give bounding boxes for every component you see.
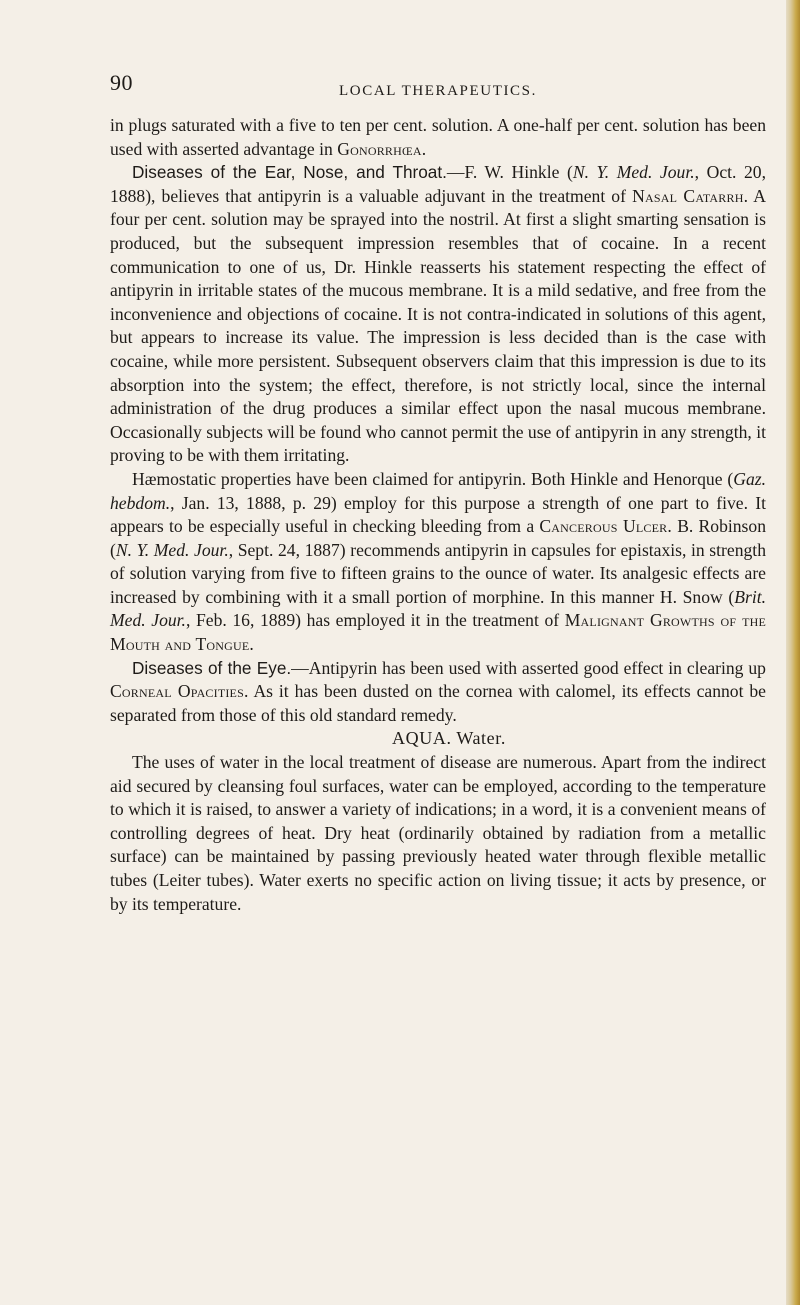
page-number: 90	[110, 70, 133, 95]
paragraph-ear-nose-throat	[110, 161, 766, 468]
text-run: , Oct. 20, 1888), believes that antipyrin is a valuable adjuvant in the treatment of	[110, 162, 766, 206]
paragraph-water: The uses of water in the local treatment of disease are numerous. Apart from the indirect aid secured by cleansing foul surfaces, water can be employed, according to the temperature to which it is raised, to answer a variety of indications; in a word, it is a convenient means of controlling degrees of heat. Dry heat (ordinarily obtained by radiation from a metallic surface) can be maintained by passing previously heated water through flexible metallic tubes (Leiter tubes). Water exerts no specific action on living tissue; it acts by presence, or by its temperature.	[110, 752, 766, 914]
text-run: —Antipyrin has been used with asserted good effect in clearing up	[291, 657, 766, 678]
subheading-eye: Diseases of the Eye.	[132, 657, 292, 678]
citation: N. Y. Med. Jour.	[572, 162, 695, 183]
paragraph-gonorrhoea-continuation	[110, 114, 766, 161]
small-caps-term: Corneal Opacities.	[110, 681, 249, 702]
page-body	[110, 114, 766, 916]
small-caps-term: Gonorrhœa.	[337, 138, 427, 159]
section-title-aqua: AQUA. Water.	[392, 728, 506, 749]
paragraph-haemostatic	[110, 468, 766, 657]
text-run: , Jan. 13, 1888, p. 29) employ for this purpose a strength of one part to five. It appears to be especially useful in checking bleeding from a	[110, 492, 766, 537]
text-run: Hæmostatic properties have been claimed for antipyrin. Both Hinkle and Henorque (	[132, 468, 734, 489]
text-run: , Feb. 16, 1889) has employed it in the treatment of	[185, 610, 565, 631]
text-run: As it has been dusted on the cornea with calomel, its effects cannot be separated from those of this old standard remedy.	[110, 681, 766, 725]
text-run: in plugs saturated with a five to ten per cent. solution. A one-half per cent. solution has been used with asserted advantage in	[110, 115, 766, 159]
citation: N. Y. Med. Jour.	[115, 539, 229, 560]
text-run: A four per cent. solution may be sprayed into the nostril. At first a slight smarting sensation is produced, but the subsequent impression resembles that of cocaine. In a recent communication to one of us, Dr. Hinkle reasserts his statement respecting the effect of antipyrin in irritable states of the mucous membrane. It is a mild sedative, and free from the inconvenience and objections of cocaine. It is not contra-indicated in solutions of this agent, but appears to increase its value. The impression is less decided than is the case with cocaine, while more persistent. Subsequent observers claim that this impression is due to its absorption into the system; the effect, therefore, is not strictly local, since the internal administration of the drug produces a similar effect upon the nasal mucous membrane. Occasionally subjects will be found who cannot permit the use of antipyrin in any strength, it proving to be with them irritating.	[110, 185, 766, 466]
small-caps-term: Cancerous Ulcer.	[539, 516, 672, 537]
citation: Gaz. hebdom.	[110, 468, 766, 513]
small-caps-term: Malignant Growths of the Mouth and Tongue.	[110, 610, 766, 655]
page-header	[110, 70, 766, 110]
subheading-ear-nose-throat: Diseases of the Ear, Nose, and Throat.	[132, 162, 447, 183]
small-caps-term: Nasal Catarrh.	[632, 185, 749, 206]
citation: Brit. Med. Jour.	[110, 586, 766, 631]
text-run: —F. W. Hinkle (	[446, 162, 573, 183]
page-edge-decoration	[786, 0, 800, 1305]
text-run: , Sept. 24, 1887) recommends antipyrin in capsules for epistaxis, in strength of solution varying from five to fifteen grains to the ounce of water. Its analgesic effects are increased by combining with it a small portion of morphine. In this manner H. Snow (	[110, 539, 766, 607]
running-head: LOCAL THERAPEUTICS.	[339, 83, 537, 99]
paragraph-eye	[110, 657, 766, 728]
text-run: B. Robinson (	[110, 516, 766, 560]
